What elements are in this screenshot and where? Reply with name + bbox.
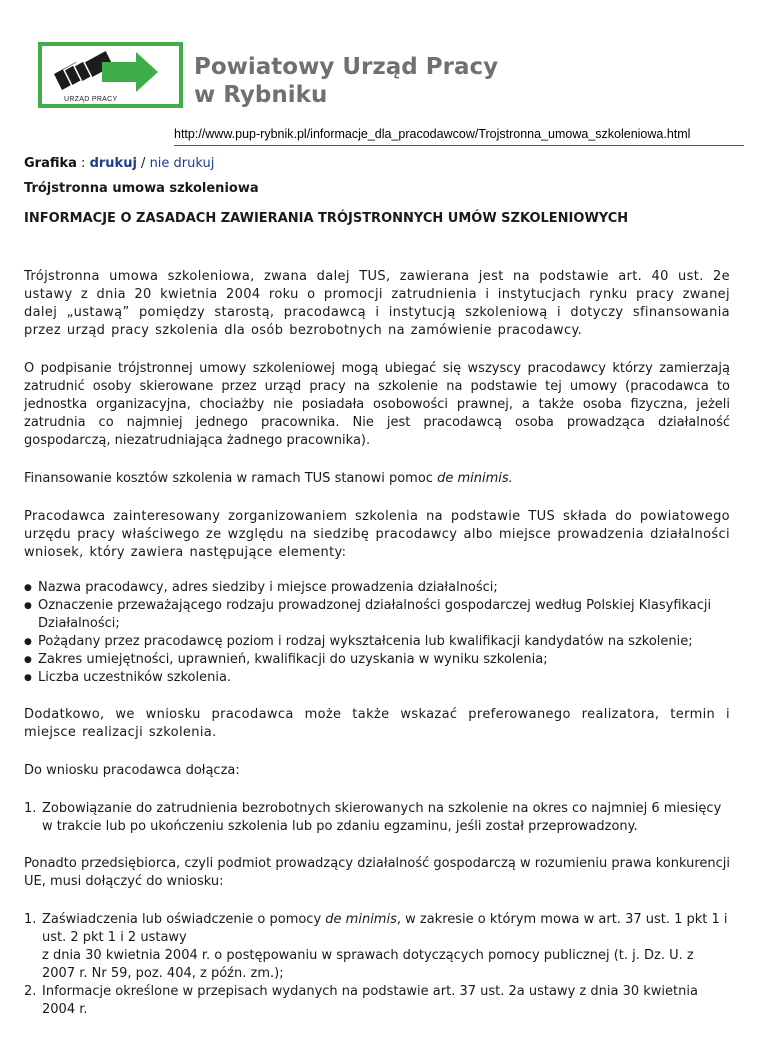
- section-heading: INFORMACJE O ZASADACH ZAWIERANIA TRÓJSTRONNYCH UMÓW SZKOLENIOWYCH: [24, 211, 629, 226]
- page-title: Trójstronna umowa szkoleniowa: [24, 181, 259, 196]
- logo-caption: URZĄD PRACY: [64, 96, 118, 103]
- list-item: [24, 800, 730, 836]
- list-item: ● Nazwa pracodawcy, adres siedziby i miejsce prowadzenia działalności;: [24, 579, 730, 597]
- article-body: [24, 268, 730, 1038]
- org-name-line1: Powiatowy Urząd Pracy: [194, 54, 499, 80]
- print-toggle-label: Grafika: [24, 156, 77, 171]
- org-name-line2: w Rybniku: [194, 82, 328, 108]
- list-item: ● Zakres umiejętności, uprawnień, kwalifikacji do uzyskania w wyniku szkolenia;: [24, 651, 730, 669]
- header: [24, 0, 744, 128]
- paragraph-entrepreneur: Ponadto przedsiębiorca, czyli podmiot prowadzący działalność gospodarczą w rozumieniu prawa konkurencji UE, musi dołączyć do wniosku:: [24, 856, 730, 889]
- list-item-text-b: , w zakresie o którym mowa w art. 37 ust. 1 pkt 1 i ust. 2 pkt 1 i 2 ustawy: [42, 912, 728, 945]
- paragraph-eligibility: O podpisanie trójstronnej umowy szkoleniowej mogą ubiegać się wszyscy pracodawcy którzy zamierzają zatrudnić osoby skierowane przez urząd pracy na szkolenie na podstawie tej umowy (pracodawca to jednostka organizacyjna, chociażby nie posiadała osobowości prawnej, a także osoba fizyczna, jeżeli zatrudnia co najmniej jednego pracownika. Nie jest pracodawcą osoba prowadząca działalność gospodarczą, niezatrudniająca żadnego pracownika).: [24, 361, 730, 448]
- list-item-text-a: Zaświadczenia lub oświadczenie o pomocy: [42, 912, 326, 927]
- paragraph-application: Pracodawca zainteresowany zorganizowaniem szkolenia na podstawie TUS składa do powiatowego urzędu pracy właściwego ze względu na siedzibę pracodawcy albo miejsce prowadzenia działalności wniosek, który zawiera następujące elementy:: [24, 509, 730, 560]
- list-item-number: 2.: [24, 984, 37, 999]
- list-item: ● Liczba uczestników szkolenia.: [24, 669, 730, 687]
- print-toggle-separator: :: [76, 156, 90, 171]
- no-print-link[interactable]: nie drukuj: [149, 156, 215, 171]
- source-url: http://www.pup-rybnik.pl/informacje_dla_pracodawcow/Trojstronna_umowa_szkoleniowa.html: [174, 127, 744, 146]
- list-item-text-c: z dnia 30 kwietnia 2004 r. o postępowaniu w sprawach dotyczących pomocy publicznej (t. j. Dz. U. z 2007 r. Nr 59, poz. 404, z późn. zm.);: [42, 948, 694, 981]
- list-item-number: 1.: [24, 801, 37, 816]
- page: [24, 0, 744, 1017]
- paragraph-financing: [24, 470, 730, 488]
- application-elements-list: [24, 579, 730, 687]
- print-toggle-slash: /: [136, 156, 150, 171]
- list-item: ● Pożądany przez pracodawcę poziom i rodzaj wykształcenia lub kwalifikacji kandydatów na szkolenie;: [24, 633, 730, 651]
- logo[interactable]: [38, 42, 183, 108]
- financing-text: Finansowanie kosztów szkolenia w ramach TUS stanowi pomoc: [24, 471, 438, 486]
- list-item-text: Zobowiązanie do zatrudnienia bezrobotnych skierowanych na szkolenie na okres co najmniej 6 miesięcy w trakcie lub po ukończeniu szkolenia lub po zdaniu egzaminu, jeśli został przeprowadzony.: [42, 801, 722, 834]
- list-item: [24, 983, 730, 1019]
- print-link[interactable]: drukuj: [89, 156, 137, 171]
- print-toggle: [24, 156, 214, 171]
- paragraph-additional: Dodatkowo, we wniosku pracodawca może także wskazać preferowanego realizatora, termin i miejsce realizacji szkolenia.: [24, 707, 730, 740]
- list-item-number: 1.: [24, 912, 37, 927]
- list-item-italic: de minimis: [325, 912, 397, 927]
- entrepreneur-attachments-list: [24, 911, 730, 1019]
- attachments-list: [24, 800, 730, 836]
- org-name: [194, 53, 498, 109]
- list-item: ● Oznaczenie przeważającego rodzaju prowadzonej działalności gospodarczej według Polskiej Klasyfikacji Działalności;: [24, 597, 730, 633]
- paragraph-attachments: Do wniosku pracodawca dołącza:: [24, 763, 240, 778]
- financing-italic: de minimis.: [437, 471, 513, 486]
- list-item-text: Informacje określone w przepisach wydanych na podstawie art. 37 ust. 2a ustawy z dnia 30 kwietnia 2004 r.: [42, 984, 698, 1017]
- paragraph-intro: Trójstronna umowa szkoleniowa, zwana dalej TUS, zawierana jest na podstawie art. 40 ust. 2e ustawy z dnia 20 kwietnia 2004 roku o promocji zatrudnienia i instytucjach rynku pracy zwanej dalej „ustawą” pomiędzy starostą, pracodawcą i instytucją szkoleniową i dotyczy sfinansowania przez urząd pracy szkolenia dla osób bezrobotnych na zamówienie pracodawcy.: [24, 269, 730, 338]
- list-item: [24, 911, 730, 983]
